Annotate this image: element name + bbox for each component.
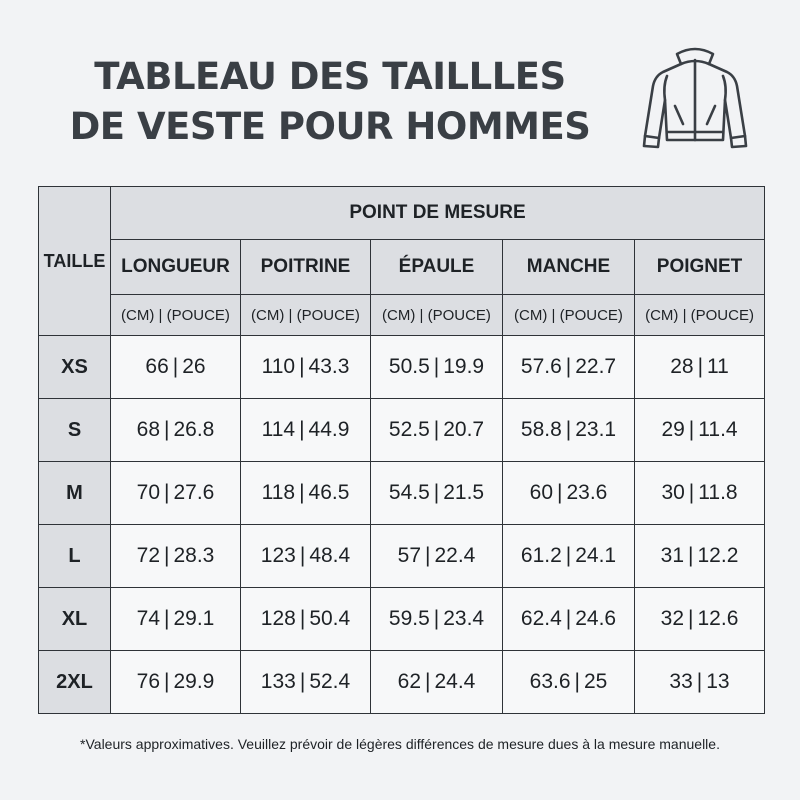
value-separator: | (425, 670, 431, 693)
measurement-cell (371, 588, 503, 651)
size-chart-table (38, 186, 765, 714)
value-inch: 19.9 (443, 355, 485, 378)
measurement-cell (635, 525, 765, 588)
column-header-longueur: LONGUEUR (111, 240, 241, 295)
value-inch: 12.6 (697, 607, 739, 630)
value-separator: | (433, 355, 440, 378)
unit-label: (CM) | (POUCE) (111, 295, 241, 336)
value-inch: 26.8 (173, 418, 215, 441)
value-separator: | (425, 544, 431, 567)
value-separator: | (299, 670, 306, 693)
value-inch: 23.1 (575, 418, 617, 441)
unit-label: (CM) | (POUCE) (241, 295, 371, 336)
value-cm: 63.6 (529, 670, 571, 693)
measurement-cell (111, 651, 241, 714)
value-inch: 11 (707, 355, 729, 378)
value-inch: 20.7 (443, 418, 485, 441)
measurement-cell (635, 462, 765, 525)
value-separator: | (172, 355, 179, 378)
measurement-cell (111, 462, 241, 525)
unit-label: (CM) | (POUCE) (503, 295, 635, 336)
value-inch: 12.2 (697, 544, 739, 567)
value-separator: | (299, 607, 306, 630)
measurement-cell (111, 525, 241, 588)
value-cm: 74 (136, 607, 160, 630)
measurement-cell (241, 588, 371, 651)
size-label: M (39, 462, 111, 525)
measurement-cell (241, 399, 371, 462)
value-separator: | (164, 670, 170, 693)
measurement-cell (503, 399, 635, 462)
value-inch: 22.7 (575, 355, 617, 378)
value-separator: | (433, 418, 440, 441)
size-label: S (39, 399, 111, 462)
value-inch: 46.5 (308, 481, 350, 504)
value-separator: | (688, 418, 695, 441)
measurement-cell (503, 588, 635, 651)
value-cm: 28 (670, 355, 694, 378)
value-separator: | (299, 418, 305, 441)
value-cm: 76 (136, 670, 160, 693)
value-separator: | (565, 607, 572, 630)
value-separator: | (688, 607, 694, 630)
value-separator: | (688, 481, 695, 504)
value-cm: 72 (136, 544, 160, 567)
value-inch: 11.4 (698, 418, 738, 441)
value-separator: | (299, 544, 306, 567)
value-inch: 24.6 (575, 607, 617, 630)
measurement-cell (503, 462, 635, 525)
measurement-cell (635, 399, 765, 462)
value-inch: 22.4 (434, 544, 476, 567)
value-inch: 23.4 (443, 607, 485, 630)
value-cm: 54.5 (388, 481, 430, 504)
measurement-cell (241, 525, 371, 588)
measurement-cell (111, 399, 241, 462)
value-inch: 29.9 (173, 670, 215, 693)
value-cm: 58.8 (520, 418, 562, 441)
table-row (39, 588, 765, 651)
value-inch: 29.1 (173, 607, 215, 630)
size-label: XL (39, 588, 111, 651)
value-separator: | (697, 355, 704, 378)
size-label: L (39, 525, 111, 588)
value-inch: 28.3 (173, 544, 215, 567)
value-cm: 60 (529, 481, 553, 504)
value-separator: | (696, 670, 703, 693)
size-label: XS (39, 336, 111, 399)
column-header-épaule: ÉPAULE (371, 240, 503, 295)
value-separator: | (565, 418, 572, 441)
value-inch: 50.4 (309, 607, 351, 630)
value-cm: 114 (261, 418, 296, 441)
title-line-1: TABLEAU DES TAILLLES (94, 55, 566, 98)
value-separator: | (164, 418, 170, 441)
value-inch: 48.4 (309, 544, 351, 567)
measurement-cell (371, 399, 503, 462)
value-cm: 62 (397, 670, 421, 693)
value-cm: 31 (660, 544, 685, 567)
value-separator: | (565, 544, 572, 567)
value-separator: | (433, 607, 440, 630)
value-inch: 24.1 (575, 544, 617, 567)
size-label: 2XL (39, 651, 111, 714)
value-cm: 133 (260, 670, 296, 693)
value-inch: 43.3 (308, 355, 350, 378)
value-cm: 32 (660, 607, 685, 630)
measurement-cell (241, 651, 371, 714)
measurement-cell (241, 462, 371, 525)
value-cm: 57.6 (520, 355, 562, 378)
measurement-cell (371, 651, 503, 714)
value-cm: 66 (145, 355, 169, 378)
value-separator: | (433, 481, 440, 504)
value-cm: 110 (261, 355, 296, 378)
measurement-cell (371, 462, 503, 525)
column-header-poignet: POIGNET (635, 240, 765, 295)
measurement-cell (635, 336, 765, 399)
measurement-cell (635, 651, 765, 714)
measurement-cell (111, 588, 241, 651)
value-inch: 52.4 (309, 670, 351, 693)
column-header-manche: MANCHE (503, 240, 635, 295)
measurement-cell (371, 525, 503, 588)
jacket-icon (633, 40, 757, 154)
value-inch: 25 (583, 670, 608, 693)
column-header-poitrine: POITRINE (241, 240, 371, 295)
value-cm: 123 (260, 544, 296, 567)
value-inch: 24.4 (434, 670, 476, 693)
measurement-cell (241, 336, 371, 399)
value-inch: 11.8 (698, 481, 738, 504)
value-separator: | (299, 481, 305, 504)
table-row (39, 462, 765, 525)
size-column-header: TAILLE (39, 187, 111, 336)
value-separator: | (164, 607, 170, 630)
unit-label: (CM) | (POUCE) (371, 295, 503, 336)
value-separator: | (574, 670, 580, 693)
value-inch: 21.5 (443, 481, 485, 504)
footnote: *Valeurs approximatives. Veuillez prévoir de légères différences de mesure dues à la mesure manuelle. (80, 736, 720, 752)
measurement-cell (635, 588, 765, 651)
unit-label: (CM) | (POUCE) (635, 295, 765, 336)
value-cm: 50.5 (388, 355, 430, 378)
value-separator: | (688, 544, 694, 567)
value-cm: 62.4 (520, 607, 562, 630)
value-inch: 26 (182, 355, 206, 378)
value-inch: 13 (706, 670, 730, 693)
measurement-cell (111, 336, 241, 399)
value-separator: | (565, 355, 572, 378)
value-inch: 44.9 (308, 418, 350, 441)
title-line-2: DE VESTE POUR HOMMES (69, 105, 591, 148)
table-row (39, 336, 765, 399)
measurement-cell (371, 336, 503, 399)
value-cm: 30 (661, 481, 685, 504)
table-row (39, 399, 765, 462)
measurement-cell (503, 651, 635, 714)
page-title (40, 52, 620, 152)
value-cm: 70 (136, 481, 160, 504)
value-cm: 57 (397, 544, 421, 567)
value-cm: 118 (261, 481, 296, 504)
value-inch: 23.6 (566, 481, 608, 504)
table-row (39, 525, 765, 588)
value-cm: 33 (669, 670, 693, 693)
value-cm: 61.2 (520, 544, 562, 567)
value-cm: 29 (661, 418, 685, 441)
measurement-group-header: POINT DE MESURE (111, 187, 765, 240)
value-cm: 59.5 (388, 607, 430, 630)
value-separator: | (164, 481, 170, 504)
value-cm: 68 (136, 418, 160, 441)
value-separator: | (164, 544, 170, 567)
measurement-cell (503, 525, 635, 588)
measurement-cell (503, 336, 635, 399)
value-inch: 27.6 (173, 481, 215, 504)
table-row (39, 651, 765, 714)
value-separator: | (299, 355, 305, 378)
value-cm: 128 (260, 607, 296, 630)
value-separator: | (557, 481, 563, 504)
value-cm: 52.5 (388, 418, 430, 441)
